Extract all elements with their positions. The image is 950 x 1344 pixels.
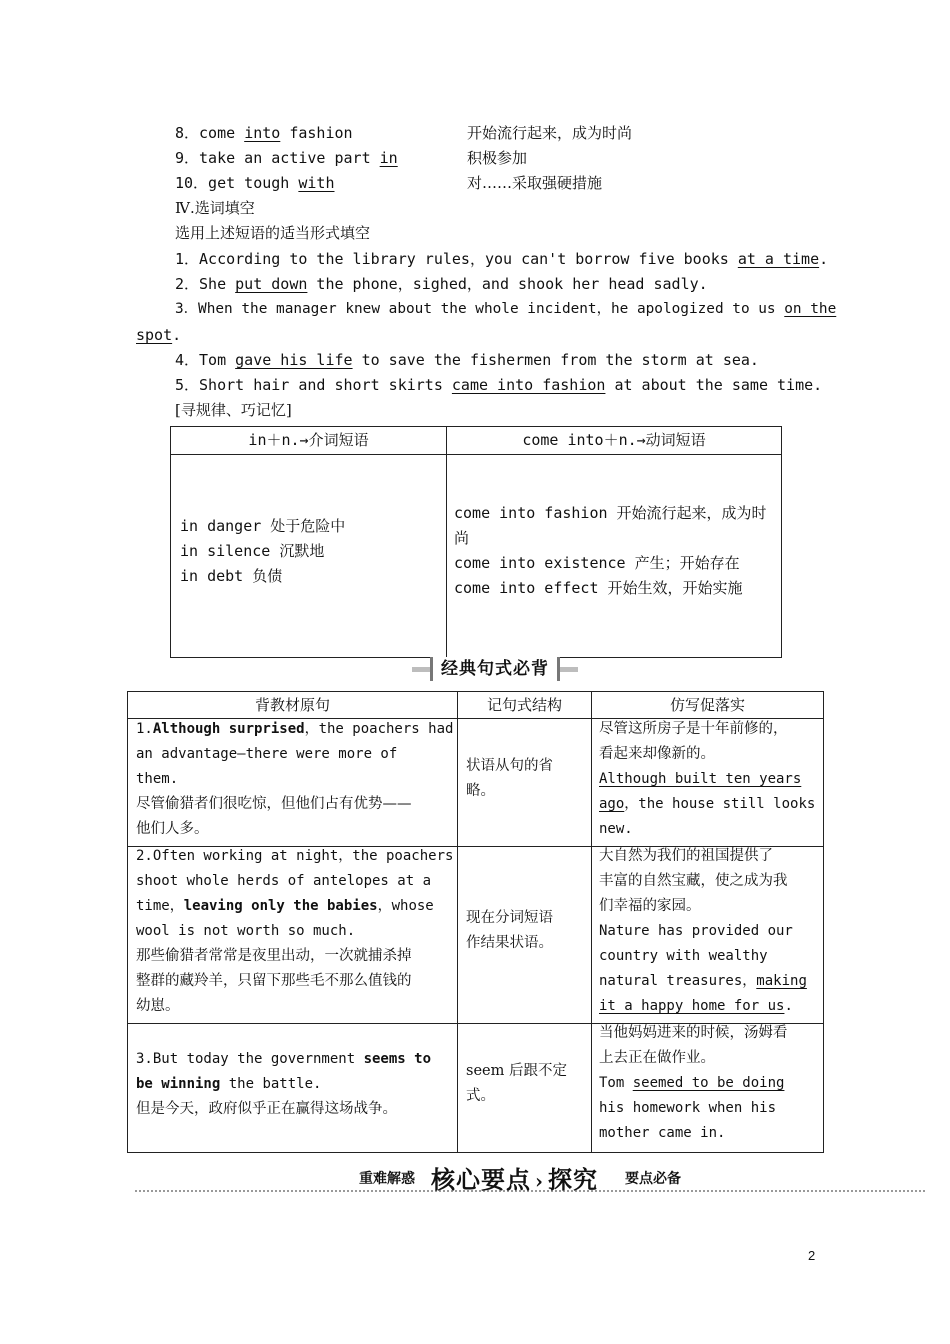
row2-imitation: 大自然为我们的祖国提供了 丰富的自然宝藏，使之成为我 们幸福的家园。 Nature has provided our country with wealthy natural treasures，making it a happy home for us.	[599, 848, 807, 1014]
pattern-table	[170, 426, 782, 658]
list-item: in silence 沉默地	[180, 542, 325, 560]
section-footer-banner	[135, 1160, 925, 1200]
header-structure: 记句式结构	[486, 696, 562, 714]
phrase-9-meaning: 积极参加	[467, 149, 528, 167]
phrase-10: 10．get tough with	[175, 174, 335, 192]
section-title: Ⅳ.选词填空	[175, 199, 255, 217]
row3-imitation: 当他妈妈进来的时候，汤姆看 上去正在做作业。 Tom seemed to be doing his homework when his mother came in.	[599, 1025, 788, 1141]
footer-right-label: 要点必备	[625, 1171, 681, 1187]
phrase-10-meaning: 对……采取强硬措施	[467, 174, 603, 192]
sentence-5: 5．Short hair and short skirts came into fashion at about the same time.	[175, 376, 823, 394]
phrase-9: 9．take an active part in	[175, 149, 398, 167]
pattern-table-left-cell	[180, 514, 345, 589]
section-banner	[412, 657, 578, 681]
list-item: in debt 负债	[180, 567, 283, 585]
arrow-icon: ›	[535, 1169, 544, 1193]
pattern-table-left-header: in＋n.→介词短语	[248, 431, 369, 449]
sentence-pattern-table	[127, 691, 824, 1153]
row2-original: 2.Often working at night，the poachers shoot whole herds of antelopes at a time，leaving only the babies，whose wool is not worth so much. 那些偷猎者常常是夜里出动，一次就捕杀掉 整群的藏羚羊，只留下那些毛不那么值钱的 幼崽。	[136, 848, 454, 1014]
footer-title: 核心要点 › 探究	[431, 1165, 598, 1194]
footer-left-label: 重难解惑	[359, 1171, 415, 1187]
phrase-8-meaning: 开始流行起来，成为时尚	[467, 124, 633, 142]
sentence-4: 4．Tom gave his life to save the fishermen from the storm at sea.	[175, 351, 759, 369]
list-item: come into fashion 开始流行起来，成为时	[454, 504, 767, 522]
row3-structure: seem 后跟不定 式。	[466, 1063, 567, 1104]
sentence-3-cont: spot.	[136, 326, 182, 344]
instruction: 选用上述短语的适当形式填空	[175, 224, 371, 242]
row3-original: 3.But today the government seems to be winning the battle. 但是今天，政府似乎正在赢得这场战争。	[136, 1051, 432, 1117]
list-item: come into effect 开始生效，开始实施	[454, 579, 743, 597]
pattern-table-right-cell	[454, 501, 767, 601]
list-item: 尚	[454, 529, 470, 547]
header-imitation: 仿写促落实	[669, 696, 745, 714]
phrase-8: 8．come into fashion	[175, 124, 353, 142]
banner-title: 经典句式必背	[430, 657, 560, 681]
sentence-1: 1．According to the library rules，you can't borrow five books at a time.	[175, 250, 829, 268]
list-item: in danger 处于危险中	[180, 517, 346, 535]
page-number: 2	[808, 1248, 816, 1263]
sentence-3: 3．When the manager knew about the whole incident，he apologized to us on the	[175, 301, 837, 317]
list-item: come into existence 产生；开始存在	[454, 554, 740, 572]
sentence-2: 2．She put down the phone，sighed，and shook her head sadly.	[175, 275, 708, 293]
row1-original: 1.Although surprised，the poachers had an advantage—there were more of them. 尽管偷猎者们很吃惊，但他们占有优势—— 他们人多。	[136, 721, 454, 837]
row1-structure: 状语从句的省 略。	[466, 758, 553, 799]
pattern-table-right-header: come into＋n.→动词短语	[522, 431, 706, 449]
memory-title: [寻规律、巧记忆]	[175, 401, 292, 419]
header-original: 背教材原句	[254, 696, 330, 714]
row2-structure: 现在分词短语 作结果状语。	[466, 910, 553, 951]
row1-imitation: 尽管这所房子是十年前修的， 看起来却像新的。 Although built ten years ago，the house still looks new.	[599, 721, 816, 837]
